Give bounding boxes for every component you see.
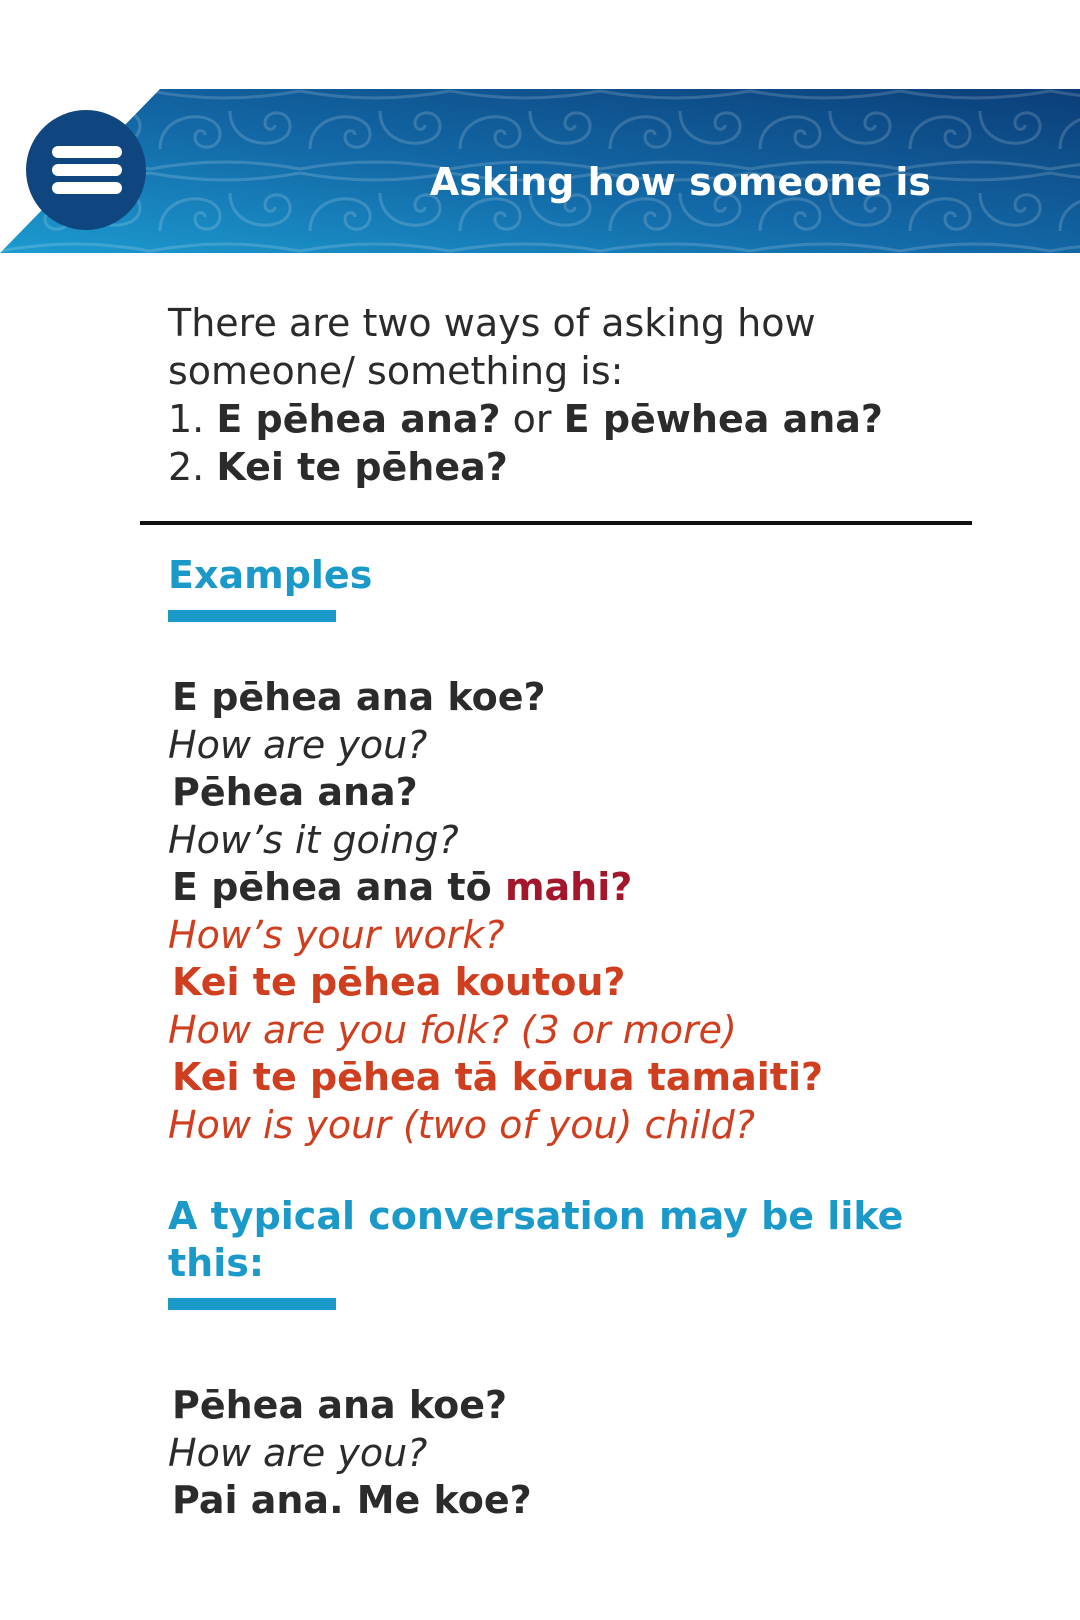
phrase-e-pewhea-ana: E pēwhea ana? xyxy=(563,397,883,441)
intro-item-1: 1. E pēhea ana? or E pēwhea ana? xyxy=(168,397,883,441)
example-maori: E pēhea ana koe? xyxy=(172,675,546,719)
example-english: How’s it going? xyxy=(168,817,459,862)
menu-button[interactable] xyxy=(26,110,146,230)
divider xyxy=(140,521,972,525)
phrase-kei-te-pehea: Kei te pēhea? xyxy=(216,445,508,489)
conversation-heading: A typical conversation may be like this: xyxy=(168,1194,904,1285)
highlight-word: mahi? xyxy=(504,865,633,909)
conversation-english: How are you? xyxy=(168,1430,428,1475)
conversation-list xyxy=(168,1382,1048,1525)
intro-line-2: someone/ something is: xyxy=(168,349,624,393)
intro-line-1: There are two ways of asking how xyxy=(168,301,816,345)
examples-heading-underline xyxy=(168,610,336,622)
page-title: Asking how someone is xyxy=(429,160,931,204)
example-maori: Kei te pēhea koutou? xyxy=(172,960,626,1004)
examples-heading: Examples xyxy=(168,553,373,597)
example-maori: Kei te pēhea tā kōrua tamaiti? xyxy=(172,1055,824,1099)
example-maori: Pēhea ana? xyxy=(172,770,418,814)
conversation-maori: Pēhea ana koe? xyxy=(172,1383,508,1427)
example-english: How are you? xyxy=(168,722,428,767)
example-maori: E pēhea ana tō mahi? xyxy=(172,865,633,909)
example-english: How’s your work? xyxy=(168,912,505,957)
conversation-maori: Pai ana. Me koe? xyxy=(172,1478,532,1522)
conversation-heading-underline xyxy=(168,1298,336,1310)
phrase-e-pehea-ana: E pēhea ana? xyxy=(216,397,501,441)
example-english: How are you folk? (3 or more) xyxy=(168,1007,737,1052)
intro-text xyxy=(168,299,1028,491)
intro-item-2: 2. Kei te pēhea? xyxy=(168,445,508,489)
example-english: How is your (two of you) child? xyxy=(168,1102,755,1147)
examples-list xyxy=(168,674,1048,1149)
